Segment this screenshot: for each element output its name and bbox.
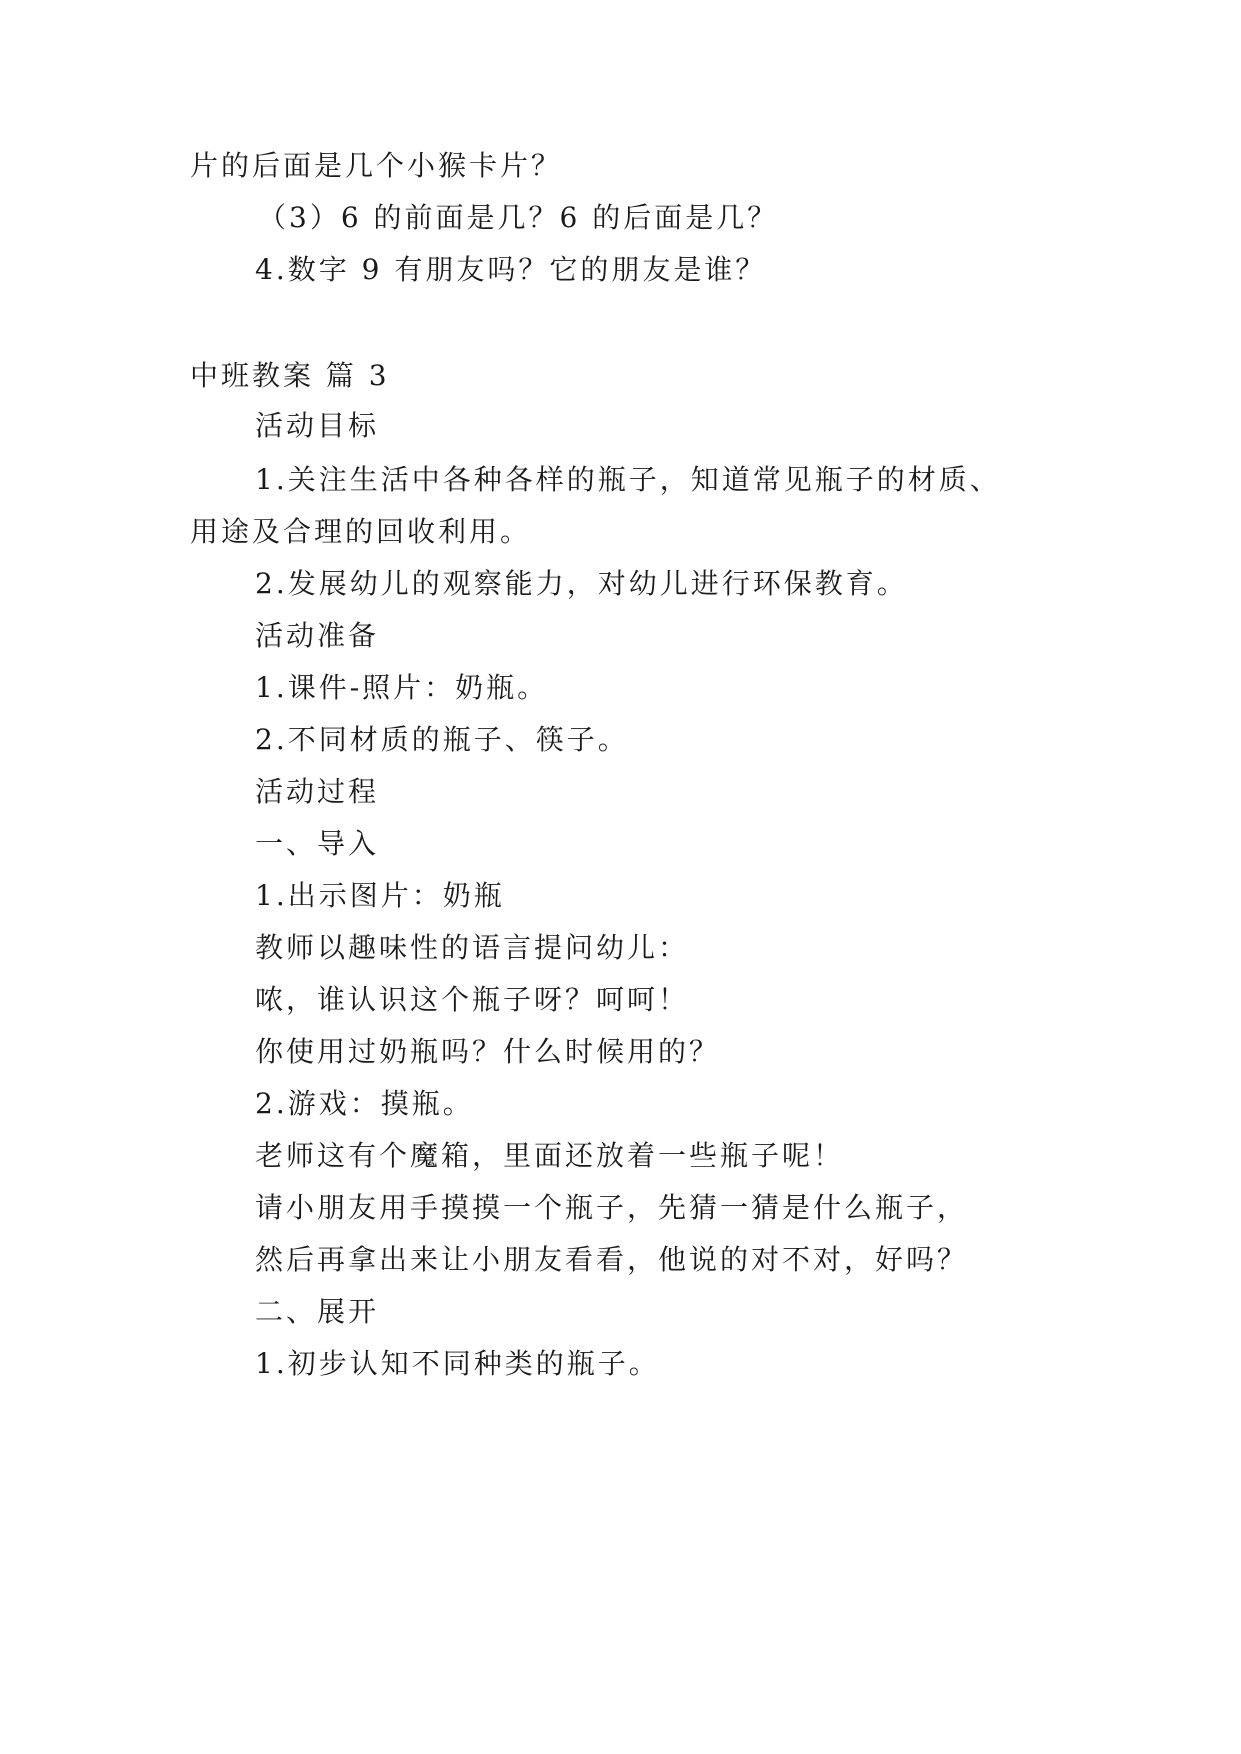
subheading: 活动目标 [255, 409, 380, 442]
text-line: 老师这有个魔箱，里面还放着一些瓶子呢！ [255, 1139, 845, 1172]
text-line: 哝，谁认识这个瓶子呀？呵呵！ [255, 983, 690, 1016]
text-line: 请小朋友用手摸摸一个瓶子，先猜一猜是什么瓶子， [255, 1191, 969, 1224]
text-line: 一、导入 [255, 827, 380, 860]
text-line: （3）6 的前面是几？6 的后面是几？ [258, 201, 779, 234]
text-line: 2.不同材质的瓶子、筷子。 [255, 723, 629, 756]
text-line: 片的后面是几个小猴卡片？ [190, 149, 563, 182]
text-line: 1.初步认知不同种类的瓶子。 [255, 1347, 660, 1380]
text-line: 4.数字 9 有朋友吗？它的朋友是谁？ [255, 253, 767, 286]
text-line: 1.出示图片：奶瓶 [255, 879, 505, 912]
text-line: 你使用过奶瓶吗？什么时候用的？ [255, 1035, 721, 1068]
text-line: 1.课件-照片：奶瓶。 [255, 671, 549, 704]
subheading: 活动过程 [255, 775, 380, 808]
text-line: 1.关注生活中各种各样的瓶子，知道常见瓶子的材质、 [255, 463, 1001, 496]
text-line: 教师以趣味性的语言提问幼儿： [255, 931, 690, 964]
text-line: 用途及合理的回收利用。 [190, 515, 532, 548]
text-line: 2.游戏：摸瓶。 [255, 1087, 474, 1120]
text-line: 二、展开 [255, 1295, 380, 1328]
subheading: 活动准备 [255, 619, 380, 652]
section-heading: 中班教案 篇 3 [190, 359, 390, 392]
text-line: 2.发展幼儿的观察能力，对幼儿进行环保教育。 [255, 567, 908, 600]
text-line: 然后再拿出来让小朋友看看，他说的对不对，好吗？ [255, 1243, 969, 1276]
